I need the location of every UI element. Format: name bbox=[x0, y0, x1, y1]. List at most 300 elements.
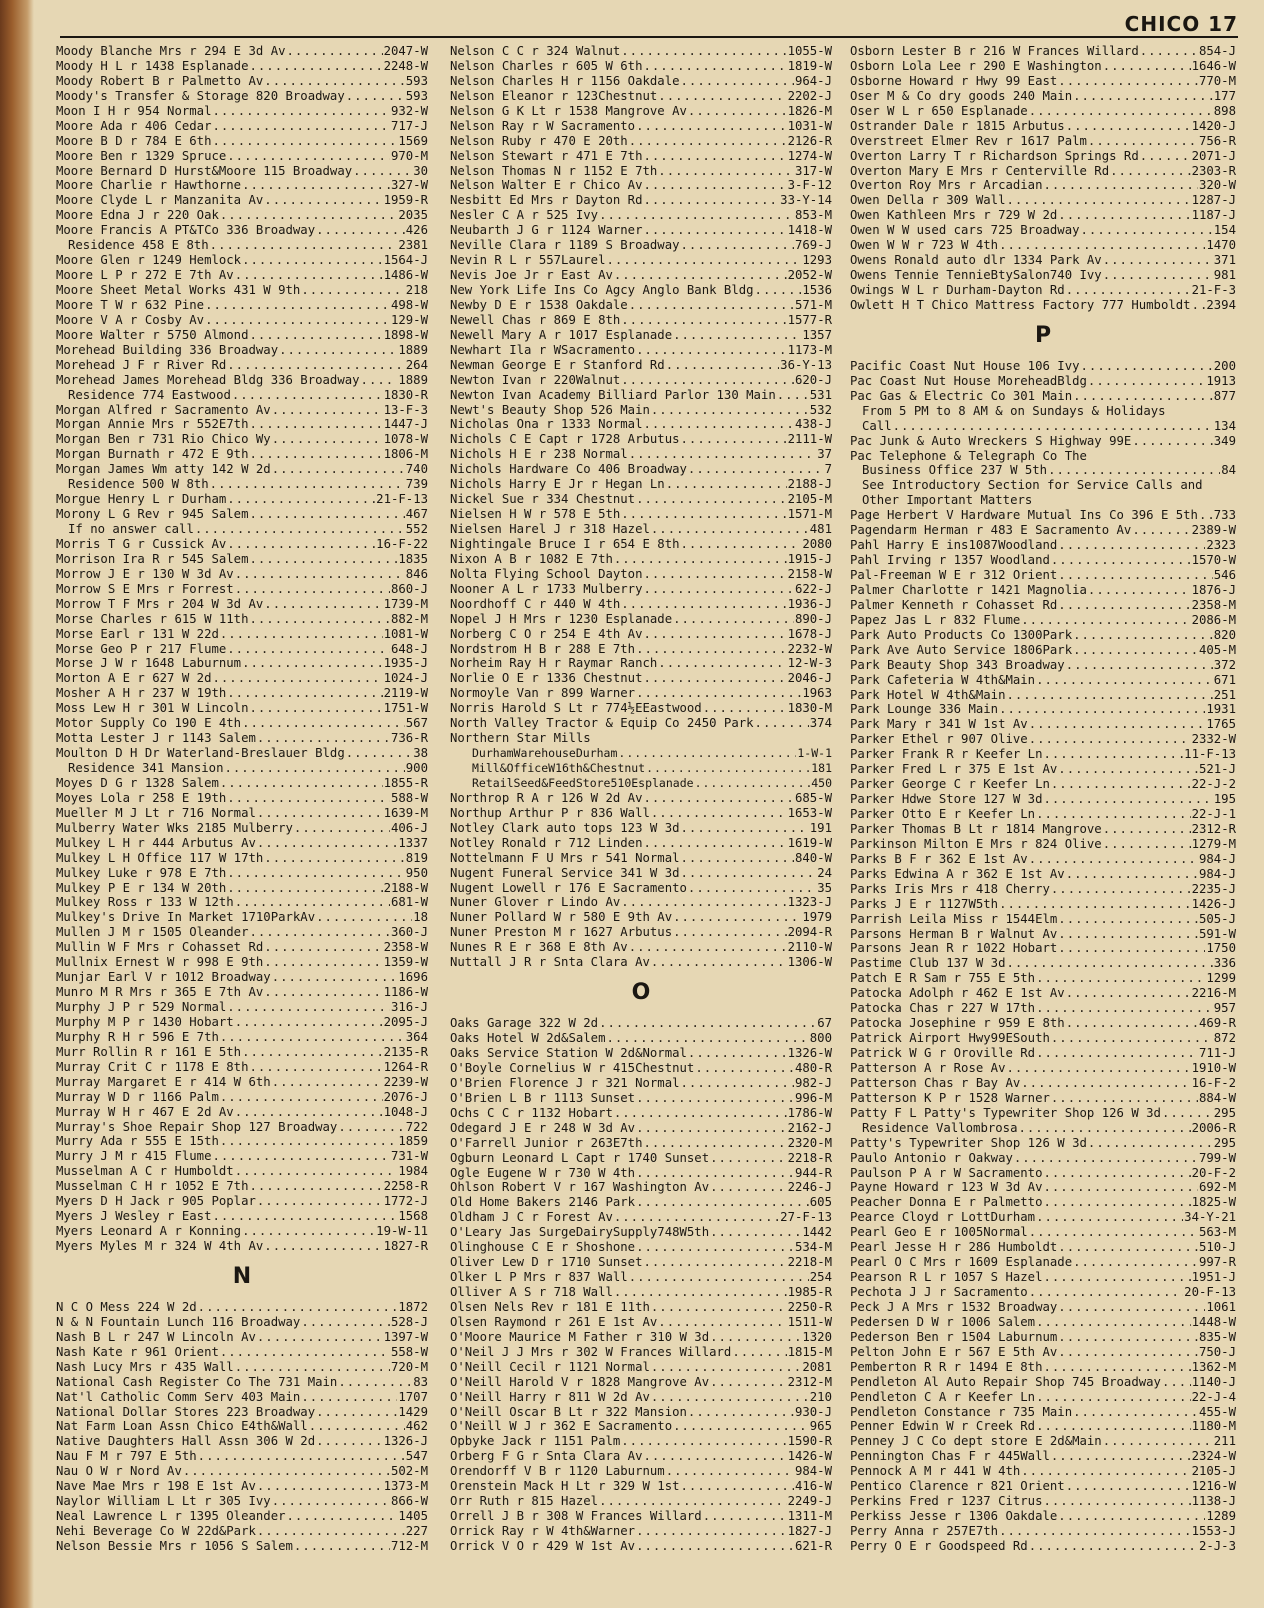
leader-dots bbox=[250, 507, 405, 522]
listing-row bbox=[450, 776, 832, 791]
leader-dots bbox=[212, 671, 382, 686]
listing-name: Nelson Charles r 605 W 6th bbox=[450, 58, 643, 73]
listing-phone: 27-F-13 bbox=[780, 1210, 832, 1225]
listing-row bbox=[450, 567, 832, 582]
leader-dots bbox=[644, 567, 787, 582]
listing-phone: 835-W bbox=[1198, 1329, 1236, 1344]
leader-dots bbox=[1058, 1330, 1198, 1345]
listing-row bbox=[450, 716, 832, 731]
listing-phone: 3-F-12 bbox=[787, 178, 832, 193]
listing-phone: 736-R bbox=[390, 731, 428, 746]
listing-row bbox=[56, 1120, 428, 1135]
listing-row bbox=[850, 298, 1236, 313]
leader-dots bbox=[681, 432, 787, 447]
leader-dots bbox=[250, 925, 390, 940]
listing-name: Moore Clyde L r Manzanita Av bbox=[56, 193, 264, 208]
listing-name: Old Home Bakers 2146 Park bbox=[450, 1195, 636, 1210]
listing-phone: 251 bbox=[1213, 687, 1236, 702]
listing-name: O'Leary Jas SurgeDairySupply748W5th bbox=[450, 1225, 710, 1240]
leader-dots bbox=[1140, 149, 1191, 164]
listing-name: National Cash Register Co The 731 Main bbox=[56, 1374, 338, 1389]
listing-phone: 799-W bbox=[1198, 1150, 1236, 1165]
listing-name: Naylor William L Lt r 305 Ivy bbox=[56, 1494, 271, 1509]
listing-name: Overton Roy Mrs r Arcadian bbox=[850, 178, 1043, 193]
leader-dots bbox=[710, 1151, 786, 1166]
listing-phone: 944-R bbox=[794, 1165, 832, 1180]
listing-row bbox=[850, 149, 1236, 164]
listing-name: Penner Edwin W r Creek Rd bbox=[850, 1419, 1036, 1434]
listing-name: Moore Edna J r 220 Oak bbox=[56, 208, 219, 223]
listing-row bbox=[850, 822, 1236, 837]
listing-row bbox=[56, 164, 428, 179]
listing-phone: 416-W bbox=[794, 1479, 832, 1494]
leader-dots bbox=[1036, 1001, 1213, 1016]
listing-name: Pelton John E r 567 E 5th Av bbox=[850, 1344, 1058, 1359]
leader-dots bbox=[666, 1464, 794, 1479]
listing-name: Munjar Earl V r 1012 Broadway bbox=[56, 970, 271, 985]
listing-phone: 181 bbox=[811, 761, 832, 775]
leader-dots bbox=[703, 1509, 787, 1524]
listing-name: Nichols Hardware Co 406 Broadway bbox=[450, 462, 687, 477]
listing-name: Moore B D r 784 E 6th bbox=[56, 133, 212, 148]
listing-name: Myers Myles M r 324 W 4th Av bbox=[56, 1239, 264, 1253]
listing-row bbox=[450, 1180, 832, 1195]
listing-phone: 2046-J bbox=[787, 671, 832, 686]
leader-dots bbox=[235, 1105, 383, 1120]
listing-row bbox=[450, 44, 832, 59]
listing-name: Owen W W r 723 W 4th bbox=[850, 238, 999, 253]
listing-row bbox=[56, 1134, 428, 1149]
listing-row bbox=[450, 806, 832, 821]
listing-phone: 1293 bbox=[802, 253, 832, 268]
leader-dots bbox=[1066, 1016, 1198, 1031]
listing-name: Peck J A Mrs r 1532 Broadway bbox=[850, 1299, 1058, 1314]
leader-dots bbox=[338, 1120, 404, 1135]
listing-row bbox=[850, 1240, 1236, 1255]
listing-name: Morgue Henry L r Durham bbox=[56, 492, 227, 507]
leader-dots bbox=[1066, 1479, 1191, 1494]
listing-phone: 681-W bbox=[390, 895, 428, 910]
leader-dots bbox=[1088, 134, 1198, 149]
listing-phone: 2158-W bbox=[787, 566, 832, 581]
listing-phone: 360-J bbox=[390, 925, 428, 940]
listing-row bbox=[56, 910, 428, 925]
leader-dots bbox=[198, 1449, 405, 1464]
listing-phone: 67 bbox=[817, 1016, 832, 1031]
listing-phone: 1186-W bbox=[383, 985, 428, 1000]
listing-phone: 1024-J bbox=[383, 671, 428, 686]
listing-row bbox=[850, 673, 1236, 688]
listing-name: Northern Star Mills bbox=[450, 731, 591, 746]
listing-row bbox=[450, 1121, 832, 1136]
listing-row bbox=[450, 1449, 832, 1464]
listing-name: Residence 341 Mansion bbox=[68, 761, 224, 775]
listing-row bbox=[450, 298, 832, 313]
listing-row bbox=[450, 1270, 832, 1285]
listing-phone: 692-M bbox=[1198, 1180, 1236, 1195]
listing-row bbox=[450, 1166, 832, 1181]
listing-name: Pac Telephone & Telegraph Co The bbox=[850, 448, 1087, 463]
listing-row bbox=[450, 343, 832, 358]
listing-name: Parkinson Milton E Mrs r 824 Olive bbox=[850, 836, 1102, 851]
listing-row bbox=[450, 537, 832, 552]
listing-phone: 622-J bbox=[794, 581, 832, 596]
listing-phone: 2312-M bbox=[787, 1374, 832, 1389]
listing-row bbox=[850, 1136, 1236, 1151]
listing-name: Newhart Ila r WSacramento bbox=[450, 342, 636, 357]
leader-dots bbox=[1006, 1061, 1190, 1076]
listing-name: Nelson G K Lt r 1538 Mangrove Av bbox=[450, 103, 687, 118]
listing-phone: 546 bbox=[1213, 568, 1236, 582]
listing-name: Noordhoff C r 440 W 4th bbox=[450, 596, 621, 611]
listing-row bbox=[450, 373, 832, 388]
listing-row bbox=[850, 941, 1236, 956]
listing-row bbox=[850, 359, 1236, 374]
listing-row bbox=[850, 1360, 1236, 1375]
listing-row bbox=[450, 403, 832, 418]
listing-row bbox=[450, 1255, 832, 1270]
listing-name: Perkins Fred r 1237 Citrus bbox=[850, 1494, 1043, 1509]
leader-dots bbox=[1199, 508, 1213, 523]
listing-phone: 2111-W bbox=[787, 432, 832, 447]
listing-phone: 38 bbox=[413, 746, 428, 761]
listing-row bbox=[850, 478, 1236, 493]
leader-dots bbox=[301, 1315, 390, 1330]
leader-dots bbox=[644, 791, 794, 806]
listing-name: Mullnix Ernest W r 998 E 9th bbox=[56, 955, 264, 970]
listing-phone: 731-W bbox=[390, 1149, 428, 1164]
listing-row bbox=[56, 1479, 428, 1494]
leader-dots bbox=[250, 552, 398, 567]
listing-phone: 1590-R bbox=[787, 1434, 832, 1449]
listing-phone: 438-J bbox=[794, 417, 832, 432]
listing-row bbox=[56, 985, 428, 1000]
listing-phone: 218 bbox=[405, 283, 428, 297]
listing-phone: 2162-J bbox=[787, 1120, 832, 1135]
listing-phone: 154 bbox=[1213, 223, 1236, 238]
listing-phone: 1553-J bbox=[1191, 1524, 1236, 1538]
listing-row bbox=[450, 1046, 832, 1061]
leader-dots bbox=[1058, 74, 1198, 89]
listing-phone: 571-M bbox=[794, 297, 832, 312]
listing-name: Nau F M r 797 E 5th bbox=[56, 1449, 197, 1464]
listing-phone: 996-M bbox=[794, 1090, 832, 1105]
leader-dots bbox=[644, 582, 794, 597]
listing-name: Pennington Chas F r 445Wall bbox=[850, 1449, 1050, 1464]
listing-name: Perry Anna r 257E7th bbox=[850, 1524, 999, 1538]
listing-phone: 1362-M bbox=[1191, 1359, 1236, 1374]
listing-name: Call bbox=[862, 418, 892, 433]
leader-dots bbox=[1081, 359, 1213, 374]
listing-name: Murry Ada r 555 E 15th bbox=[56, 1134, 219, 1149]
listing-row bbox=[56, 1315, 428, 1330]
listing-phone: 426 bbox=[405, 223, 428, 238]
leader-dots bbox=[621, 895, 786, 910]
leader-dots bbox=[777, 388, 809, 403]
leader-dots bbox=[220, 627, 383, 642]
leader-dots bbox=[1051, 1449, 1191, 1464]
listing-row bbox=[850, 553, 1236, 568]
listing-phone: 2249-J bbox=[787, 1494, 832, 1509]
listing-row bbox=[56, 358, 428, 373]
listing-phone: 16-F-22 bbox=[376, 536, 428, 551]
listing-name: Park Auto Products Co 1300Park bbox=[850, 627, 1073, 642]
listing-name: Nightingale Bruce I r 654 E 8th bbox=[450, 536, 680, 551]
listing-row bbox=[450, 1330, 832, 1345]
leader-dots bbox=[703, 701, 787, 716]
listing-row bbox=[850, 1300, 1236, 1315]
leader-dots bbox=[999, 702, 1205, 717]
leader-dots bbox=[651, 403, 809, 418]
listing-phone: 1299 bbox=[1206, 971, 1236, 986]
leader-dots bbox=[198, 1300, 398, 1315]
leader-dots bbox=[621, 44, 786, 59]
listing-phone: 2081 bbox=[802, 1359, 832, 1374]
leader-dots bbox=[1103, 837, 1191, 852]
listing-name: Pac Coast Nut House MoreheadBldg bbox=[850, 373, 1087, 388]
listing-phone: 1320 bbox=[802, 1329, 832, 1344]
leader-dots bbox=[212, 1149, 389, 1164]
leader-dots bbox=[644, 836, 787, 851]
listing-phone: 83 bbox=[413, 1374, 428, 1389]
listing-name: Mulkey P E r 134 W 20th bbox=[56, 880, 227, 895]
listing-phone: 1876-J bbox=[1191, 582, 1236, 597]
listing-name: Pahl Harry E ins1087Woodland bbox=[850, 538, 1058, 553]
listing-row bbox=[450, 671, 832, 686]
listing-row bbox=[56, 1345, 428, 1360]
listing-name: Musselman C H r 1052 E 7th bbox=[56, 1179, 249, 1194]
leader-dots bbox=[658, 164, 794, 179]
leader-dots bbox=[220, 1134, 398, 1149]
listing-phone: 1898-W bbox=[383, 327, 428, 342]
listing-row bbox=[850, 688, 1236, 703]
listing-name: Parker Frank R r Keefer Ln bbox=[850, 747, 1043, 762]
listing-phone: 1571-M bbox=[787, 507, 832, 522]
listing-row bbox=[850, 283, 1236, 298]
listing-name: Patch E R Sam r 755 E 5th bbox=[850, 971, 1036, 986]
listing-name: Murray's Shoe Repair Shop 127 Broadway bbox=[56, 1119, 338, 1134]
listing-phone: 739 bbox=[405, 477, 428, 492]
listing-name: Parks Edwina A r 362 E 1st Av bbox=[850, 866, 1065, 881]
listing-name: Odegard J E r 248 W 3d Av bbox=[450, 1120, 636, 1135]
listing-name: Murray W H r 467 E 2d Av bbox=[56, 1104, 234, 1119]
listing-phone: 16-F-2 bbox=[1191, 1075, 1236, 1090]
listing-phone: 1031-W bbox=[787, 118, 832, 133]
leader-dots bbox=[264, 851, 404, 866]
listing-phone: 2-J-3 bbox=[1198, 1538, 1236, 1553]
listing-phone: 1418-W bbox=[787, 223, 832, 238]
listing-row bbox=[450, 432, 832, 447]
listing-phone: 820 bbox=[1213, 627, 1236, 642]
listing-row bbox=[850, 449, 1236, 464]
listing-name: Nash Lucy Mrs r 435 Wall bbox=[56, 1359, 234, 1374]
listing-row bbox=[850, 268, 1236, 283]
leader-dots bbox=[1044, 1494, 1191, 1509]
listing-row bbox=[56, 298, 428, 313]
listing-name: Nelson Charles H r 1156 Oakdale bbox=[450, 73, 680, 88]
listing-name: Mill&OfficeW16th&Chestnut bbox=[472, 761, 646, 775]
listing-row bbox=[450, 1136, 832, 1151]
listing-name: Residence Vallombrosa bbox=[862, 1120, 1018, 1135]
listing-name: O'Neill Harold V r 1828 Mangrove Av bbox=[450, 1374, 710, 1389]
listing-row bbox=[56, 134, 428, 149]
listing-name: Nottelmann F U Mrs r 541 Normal bbox=[450, 850, 680, 865]
listing-row bbox=[450, 1524, 832, 1539]
listing-name: Olinghouse C E r Shoshone bbox=[450, 1240, 636, 1255]
listing-phone: 22-J-1 bbox=[1191, 807, 1236, 821]
listing-phone: 2095-J bbox=[383, 1014, 428, 1029]
listing-name: Pendleton Al Auto Repair Shop 745 Broadway bbox=[850, 1374, 1161, 1389]
listing-row bbox=[850, 732, 1236, 747]
leader-dots bbox=[681, 74, 794, 89]
listing-name: Parks B F r 362 E 1st Av bbox=[850, 851, 1028, 866]
leader-dots bbox=[1036, 971, 1205, 986]
listing-name: Paulson P A r W Sacramento bbox=[850, 1165, 1043, 1180]
listing-row bbox=[56, 178, 428, 193]
listing-row bbox=[450, 910, 832, 925]
listing-phone: 18 bbox=[413, 910, 428, 925]
listing-name: Owens Tennie TennieBtySalon740 Ivy bbox=[850, 268, 1102, 283]
leader-dots bbox=[1029, 104, 1213, 119]
leader-dots bbox=[1044, 1166, 1191, 1181]
listing-phone: 2358-W bbox=[383, 940, 428, 955]
leader-dots bbox=[250, 447, 383, 462]
leader-dots bbox=[644, 1136, 787, 1151]
leader-dots bbox=[636, 1524, 786, 1539]
listing-phone: 2126-R bbox=[787, 133, 832, 148]
listing-row bbox=[450, 940, 832, 955]
listing-row bbox=[56, 89, 428, 104]
listing-phone: 1357 bbox=[802, 327, 832, 342]
listing-row bbox=[56, 597, 428, 612]
listing-phone: 2094-R bbox=[787, 925, 832, 940]
listing-name: Morse Charles r 615 W 11th bbox=[56, 611, 249, 626]
listing-name: See Introductory Section for Service Calls and bbox=[862, 478, 1203, 493]
listing-row bbox=[850, 747, 1236, 762]
listing-row bbox=[850, 613, 1236, 628]
listing-name: O'Neill Harry r 811 W 2d Av bbox=[450, 1389, 650, 1404]
leader-dots bbox=[250, 1179, 383, 1194]
listing-phone: 1751-W bbox=[383, 701, 428, 716]
listing-name: O'Brien L B r 1113 Sunset bbox=[450, 1090, 636, 1105]
listing-row bbox=[56, 1419, 428, 1434]
listing-name: Papez Jas L r 832 Flume bbox=[850, 612, 1021, 627]
listing-name: Myers Leonard A r Konning bbox=[56, 1224, 242, 1239]
listing-phone: 770-M bbox=[1198, 73, 1236, 88]
listing-phone: 1806-M bbox=[383, 447, 428, 462]
leader-dots bbox=[1006, 688, 1212, 703]
listing-phone: 1819-W bbox=[787, 58, 832, 73]
listing-row bbox=[450, 821, 832, 836]
listing-phone: 2312-R bbox=[1191, 821, 1236, 836]
listing-row bbox=[850, 598, 1236, 613]
listing-phone: 372 bbox=[1213, 657, 1236, 672]
leader-dots bbox=[673, 910, 801, 925]
listing-row bbox=[450, 851, 832, 866]
listing-name: O'Neill W J r 362 E Sacramento bbox=[450, 1419, 673, 1434]
listing-name: Pearce Cloyd r LottDurham bbox=[850, 1210, 1036, 1225]
listing-row bbox=[450, 1016, 832, 1031]
listing-row bbox=[56, 373, 428, 388]
listing-name: Nuner Pollard W r 580 E 9th Av bbox=[450, 910, 673, 925]
listing-phone: 1420-J bbox=[1191, 118, 1236, 133]
listing-row bbox=[850, 956, 1236, 971]
listing-row bbox=[450, 656, 832, 671]
leader-dots bbox=[695, 776, 811, 791]
listing-phone: 965 bbox=[809, 1419, 832, 1434]
listing-name: Musselman A C r Humboldt bbox=[56, 1164, 234, 1179]
listing-phone: 997-R bbox=[1198, 1255, 1236, 1270]
listing-name: Pearl Jesse H r 286 Humboldt bbox=[850, 1240, 1058, 1255]
leader-dots bbox=[279, 343, 397, 358]
listing-name: Neubarth J G r 1124 Warner bbox=[450, 223, 643, 238]
listing-name: Parker Thomas B Lt r 1814 Mangrove bbox=[850, 821, 1102, 836]
listing-row bbox=[850, 1405, 1236, 1420]
listing-name: Moody's Transfer & Storage 820 Broadway bbox=[56, 88, 345, 103]
leader-dots bbox=[232, 388, 383, 403]
leader-dots bbox=[264, 955, 382, 970]
listing-row bbox=[56, 1105, 428, 1120]
listing-phone: 552 bbox=[405, 522, 428, 536]
listing-phone: 37 bbox=[817, 447, 832, 462]
listing-row bbox=[56, 776, 428, 791]
leader-dots bbox=[1088, 1136, 1213, 1151]
listing-name: Residence 774 Eastwood bbox=[68, 387, 231, 402]
listing-row bbox=[56, 208, 428, 223]
leader-dots bbox=[1058, 927, 1198, 942]
listing-phone: 1830-R bbox=[383, 387, 428, 402]
leader-dots bbox=[183, 1464, 390, 1479]
listing-name: Parsons Jean R r 1022 Hobart bbox=[850, 941, 1058, 956]
listing-name: Norberg C O r 254 E 4th Av bbox=[450, 626, 643, 641]
listing-row bbox=[850, 1390, 1236, 1405]
listing-row bbox=[450, 1240, 832, 1255]
listing-row bbox=[850, 1180, 1236, 1195]
listing-row bbox=[56, 821, 428, 836]
listing-name: Nat Farm Loan Assn Chico E4th&Wall bbox=[56, 1419, 308, 1434]
listing-name: Northrop R A r 126 W 2d Av bbox=[450, 790, 643, 805]
directory-column-1 bbox=[56, 44, 428, 1554]
listing-name: Palmer Charlotte r 1421 Magnolia bbox=[850, 582, 1087, 597]
listing-phone: 854-J bbox=[1198, 44, 1236, 58]
listing-row bbox=[450, 447, 832, 462]
listing-phone: 21-F-3 bbox=[1191, 283, 1236, 297]
leader-dots bbox=[346, 89, 405, 104]
listing-phone: 1442 bbox=[802, 1225, 832, 1240]
listing-row bbox=[850, 434, 1236, 449]
leader-dots bbox=[658, 656, 786, 671]
listing-phone: 1264-R bbox=[383, 1059, 428, 1074]
listing-row bbox=[56, 731, 428, 746]
listing-name: Nolta Flying School Dayton bbox=[450, 566, 643, 581]
leader-dots bbox=[651, 806, 787, 821]
listing-name: Nichols Harry E Jr r Hegan Ln bbox=[450, 477, 665, 492]
listing-row bbox=[850, 986, 1236, 1001]
listing-name: Nickel Sue r 334 Chestnut bbox=[450, 492, 636, 507]
listing-name: If no answer call bbox=[68, 522, 194, 536]
listing-row bbox=[56, 1224, 428, 1239]
leader-dots bbox=[644, 671, 787, 686]
leader-dots bbox=[621, 313, 786, 328]
listing-row bbox=[850, 717, 1236, 732]
listing-row bbox=[450, 268, 832, 283]
leader-dots bbox=[646, 761, 810, 776]
listing-phone: 405-M bbox=[1198, 642, 1236, 657]
listing-phone: 1426-J bbox=[1191, 896, 1236, 911]
listing-name: Other Important Matters bbox=[862, 493, 1033, 508]
page-binding-edge bbox=[0, 0, 34, 1608]
listing-name: Morony L G Rev r 945 Salem bbox=[56, 507, 249, 522]
